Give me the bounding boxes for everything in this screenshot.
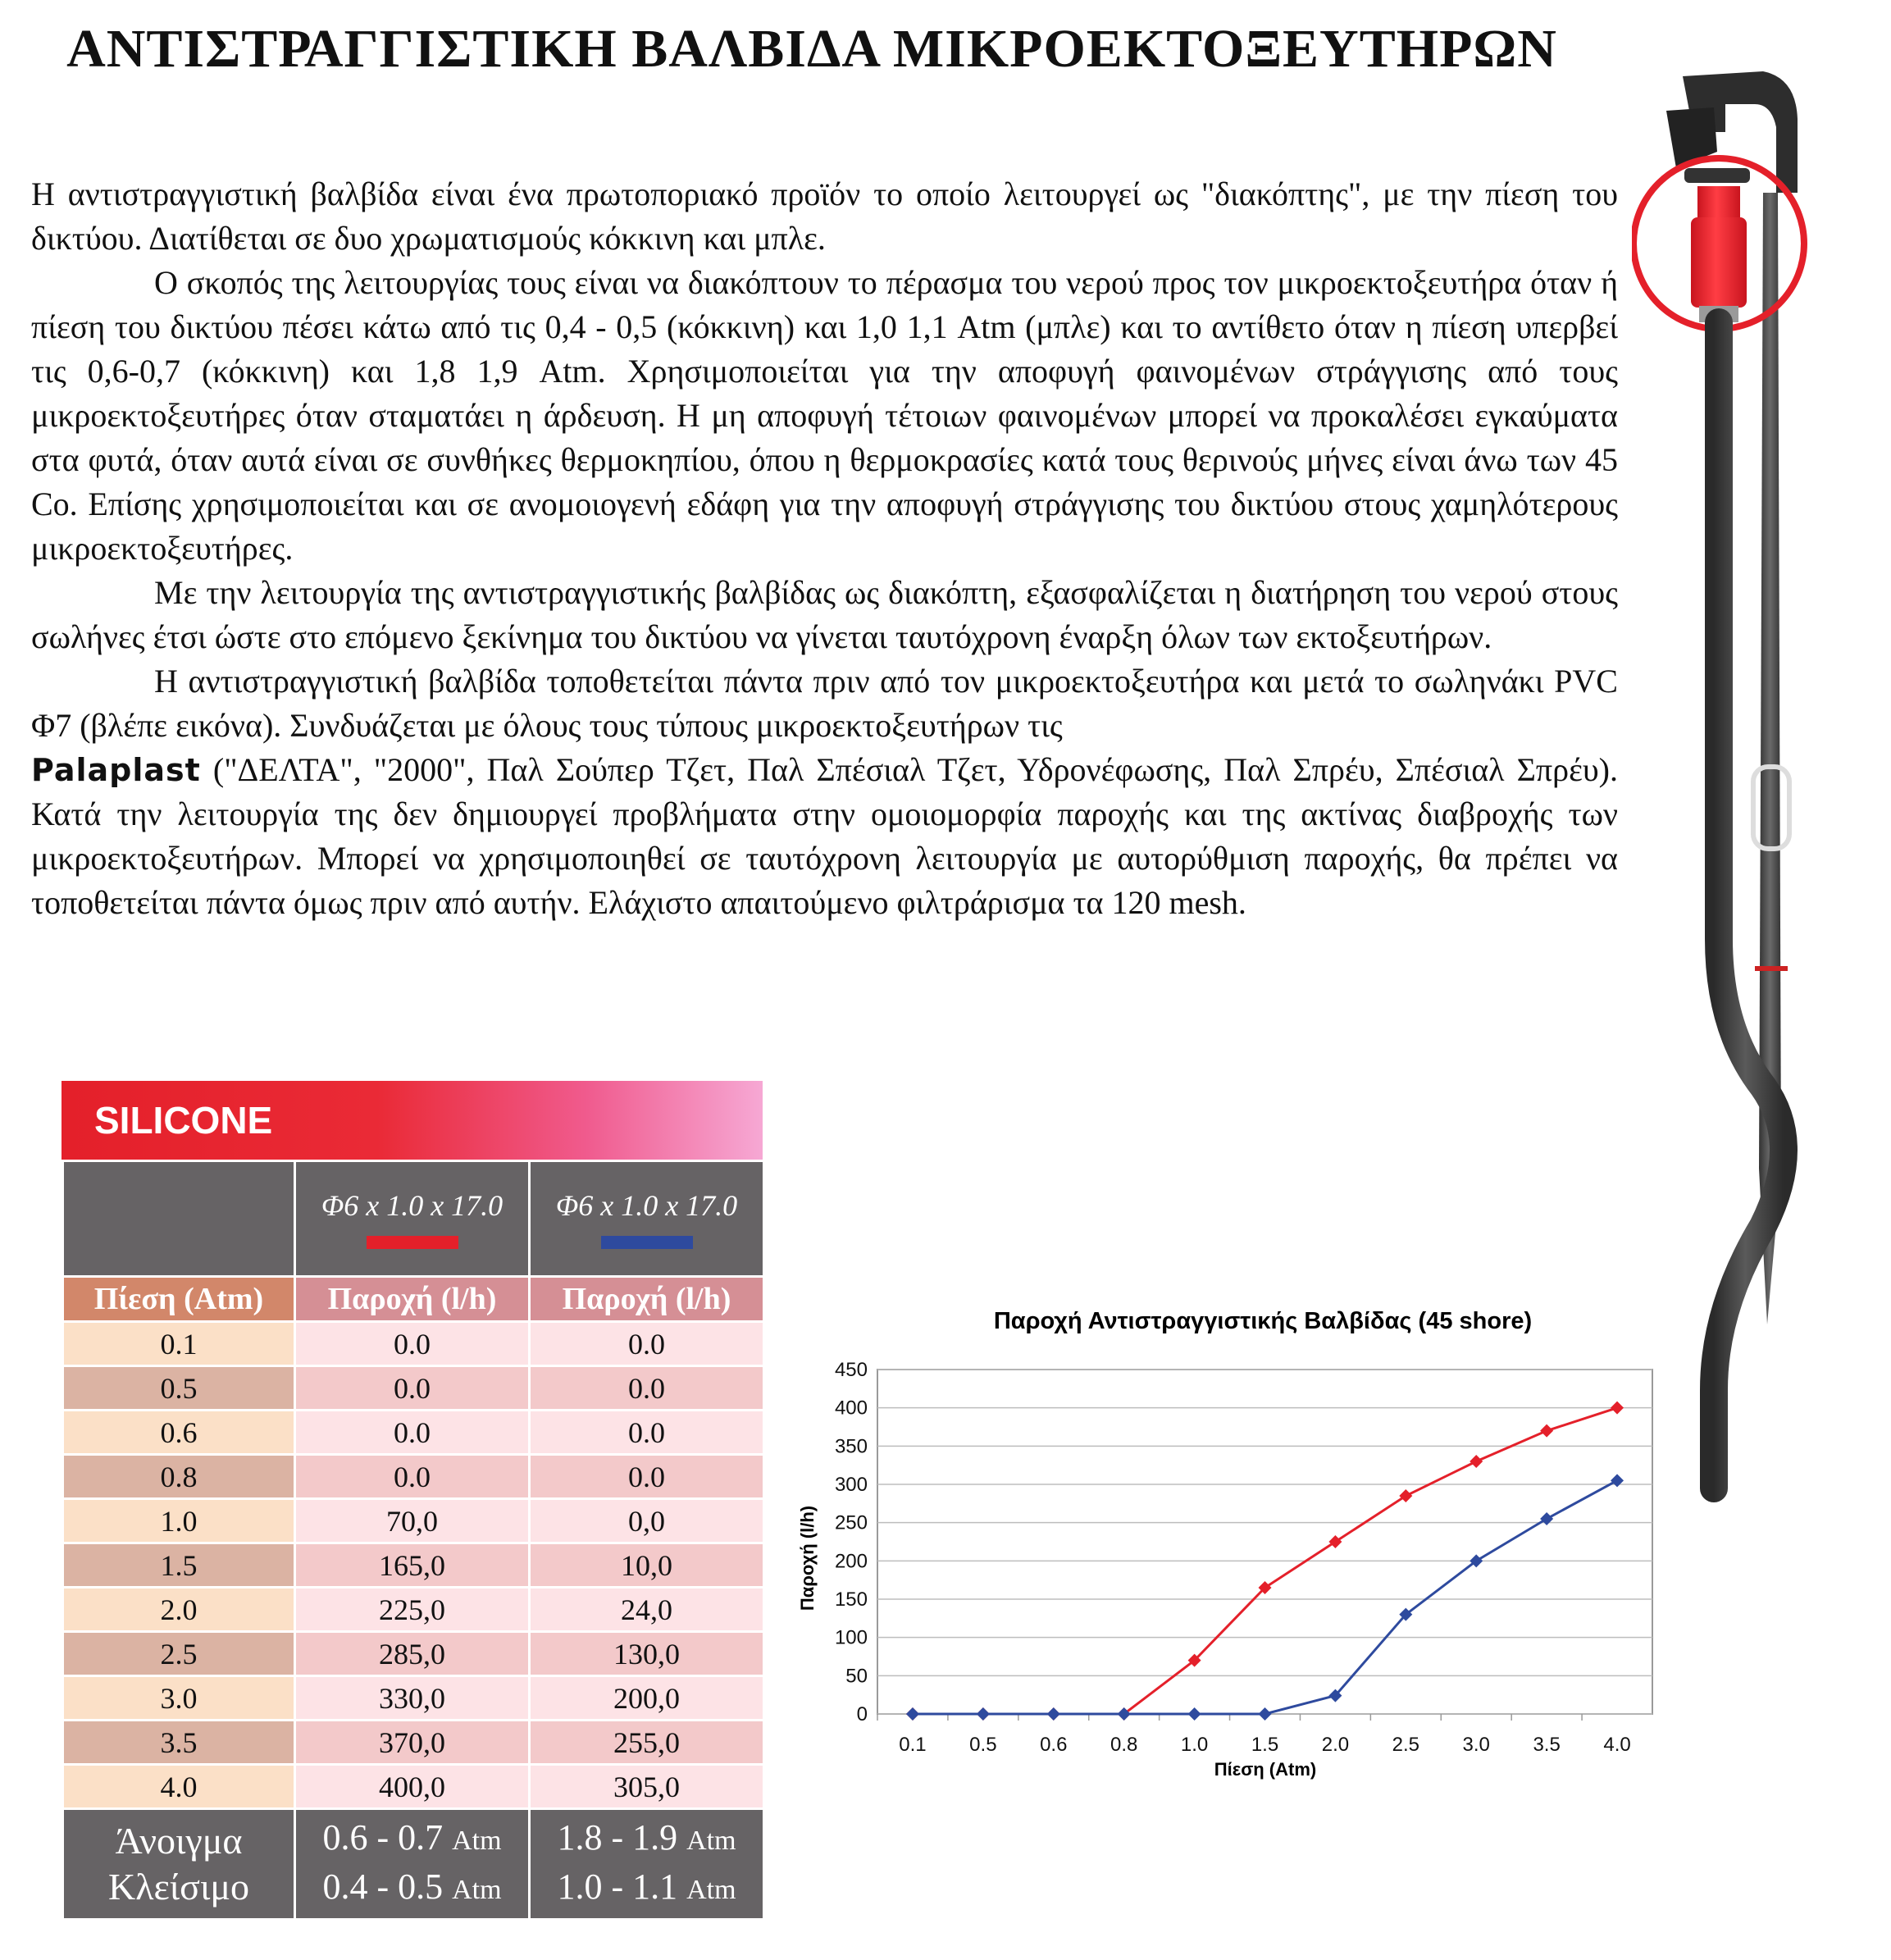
y-tick-label: 150 [834, 1589, 868, 1611]
valve-top [1697, 186, 1740, 219]
y-tick-label: 250 [834, 1511, 868, 1534]
blue-close-value: 1.0 - 1.1 Atm [557, 1867, 736, 1907]
data-point [1611, 1474, 1624, 1487]
flow-red-cell: 225,0 [295, 1588, 530, 1632]
pressure-cell: 0.1 [63, 1322, 295, 1366]
close-label: Κλείσιμο [107, 1866, 250, 1908]
x-tick-label: 3.0 [1462, 1734, 1490, 1756]
data-point [1540, 1424, 1553, 1438]
installation-text-start: Η αντιστραγγιστική βαλβίδα τοποθετείται πάντα πριν από τον μικροεκτοξευτήρα και μετά το σωληνάκι PVC Φ7 (βλέπε εικόνα). Συνδυάζεται με όλους τους τύπους μικροεκτοξευτήρων τις [31, 663, 1618, 744]
y-tick-label: 0 [856, 1703, 868, 1725]
col-pressure-header: Πίεση (Atm) [63, 1277, 295, 1322]
series-1 [906, 1474, 1624, 1721]
y-tick-label: 50 [845, 1665, 868, 1688]
data-point [1047, 1707, 1060, 1721]
spec-red-label: Φ6 x 1.0 x 17.0 [321, 1189, 504, 1222]
spec-row [63, 1161, 764, 1277]
data-point [977, 1707, 990, 1721]
flow-blue-cell: 200,0 [530, 1676, 764, 1721]
flow-blue-cell: 24,0 [530, 1588, 764, 1632]
x-tick-label: 0.8 [1110, 1734, 1138, 1756]
page-title: ΑΝΤΙΣΤΡΑΓΓΙΣΤΙΚΗ ΒΑΛΒΙΔΑ ΜΙΚΡΟΕΚΤΟΞΕΥΤΗΡΩΝ [66, 19, 1557, 79]
flow-red-cell: 70,0 [295, 1499, 530, 1543]
sprinkler-base [1684, 168, 1750, 183]
y-tick-label: 200 [834, 1550, 868, 1573]
flow-red-cell: 370,0 [295, 1721, 530, 1765]
valve-body-icon [1691, 217, 1747, 308]
chart-x-label: Πίεση (Atm) [1214, 1759, 1317, 1780]
red-close-value: 0.4 - 0.5 Atm [322, 1867, 502, 1907]
data-point [1540, 1512, 1553, 1525]
table-row [63, 1543, 764, 1588]
paragraph-purpose: Ο σκοπός της λειτουργίας τους είναι να διακόπτουν το πέρασμα του νερού προς τον μικροεκτοξευτήρα όταν ή πίεση του δικτύου πέσει κάτω από τις 0,4 - 0,5 (κόκκινη) και 1,0 1,1 Atm (μπλε) και το αντίθετο όταν η πίεση υπερβεί τις 0,6-0,7 (κόκκινη) και 1,8 1,9 Atm. Χρησιμοποιείται για την αποφυγή φαινομένων στράγγισης από τους μικροεκτοξευτήρες όταν σταματάει η άρδευση. Η μη αποφυγή τέτοιων φαινομένων μπορεί να προκαλέσει εγκαύματα στα φυτά, όταν αυτά είναι σε συνθήκες θερμοκηπίου, όπου η θερμοκρασίες κατά τους θερινούς μήνες είναι άνω των 45 Co. Επίσης χρησιμοποιείται και σε ανομοιογενή εδάφη για την αποφυγή στράγγισης του δικτύου στους χαμηλότερους μικροεκτοξευτήρες. [31, 264, 1618, 567]
flow-table [62, 1081, 763, 1921]
flow-red-cell: 165,0 [295, 1543, 530, 1588]
series-line [913, 1480, 1617, 1714]
flow-data-table [62, 1160, 765, 1921]
x-tick-label: 0.6 [1040, 1734, 1068, 1756]
x-tick-label: 4.0 [1603, 1734, 1631, 1756]
chart-y-ticks [835, 1359, 868, 1725]
pressure-cell: 4.0 [63, 1765, 295, 1809]
valve-illustration [1632, 45, 1878, 1505]
data-point [1328, 1535, 1342, 1548]
flow-red-cell: 330,0 [295, 1676, 530, 1721]
blue-swatch [601, 1236, 693, 1249]
flow-blue-cell: 0,0 [530, 1499, 764, 1543]
red-open-value: 0.6 - 0.7 Atm [322, 1817, 502, 1857]
flow-blue-cell: 255,0 [530, 1721, 764, 1765]
x-tick-label: 1.0 [1180, 1734, 1209, 1756]
pressure-cell: 3.5 [63, 1721, 295, 1765]
pressure-cell: 0.5 [63, 1366, 295, 1411]
spec-empty-cell [63, 1161, 295, 1277]
y-tick-label: 100 [834, 1626, 868, 1649]
table-row [63, 1765, 764, 1809]
col-flow-blue-header: Παροχή (l/h) [530, 1277, 764, 1322]
y-tick-label: 300 [834, 1474, 868, 1496]
x-tick-label: 0.1 [899, 1734, 927, 1756]
brand-name: Palaplast [31, 752, 201, 788]
red-open-close-cell [295, 1809, 530, 1920]
table-row [63, 1455, 764, 1499]
pressure-cell: 3.0 [63, 1676, 295, 1721]
pressure-cell: 0.6 [63, 1411, 295, 1455]
flow-blue-cell: 0.0 [530, 1366, 764, 1411]
chart-y-label: Παροχή (l/h) [797, 1505, 818, 1611]
open-close-label-cell [63, 1809, 295, 1920]
flow-red-cell: 400,0 [295, 1765, 530, 1809]
flow-red-cell: 0.0 [295, 1455, 530, 1499]
chart-title: Παροχή Αντιστραγγιστικής Βαλβίδας (45 shore) [993, 1308, 1533, 1334]
data-point [1470, 1455, 1483, 1468]
data-point [1399, 1489, 1412, 1502]
flow-blue-cell: 305,0 [530, 1765, 764, 1809]
table-row [63, 1499, 764, 1543]
table-row [63, 1632, 764, 1676]
table-row [63, 1322, 764, 1366]
y-tick-label: 450 [834, 1359, 868, 1381]
x-tick-label: 3.5 [1533, 1734, 1561, 1756]
plot-area-frame [877, 1370, 1652, 1714]
table-row [63, 1411, 764, 1455]
spec-blue-cell [530, 1161, 764, 1277]
chart-x-ticks [899, 1734, 1630, 1756]
data-point [1259, 1707, 1272, 1721]
paragraph-installation [31, 659, 1618, 925]
blue-open-close-cell [530, 1809, 764, 1920]
table-row [63, 1676, 764, 1721]
flow-red-cell: 0.0 [295, 1366, 530, 1411]
flow-blue-cell: 10,0 [530, 1543, 764, 1588]
x-tick-label: 1.5 [1251, 1734, 1279, 1756]
table-row [63, 1721, 764, 1765]
x-tick-label: 0.5 [969, 1734, 997, 1756]
spec-red-cell [295, 1161, 530, 1277]
column-header-row [63, 1277, 764, 1322]
installation-text-end: ("ΔΕΛΤΑ", "2000", Παλ Σούπερ Τζετ, Παλ Σπέσιαλ Τζετ, Υδρονέφωσης, Παλ Σπρέυ, Σπέσιαλ Σπρέυ). Κατά την λειτουργία της δεν δημιουργεί προβλήματα στην ομοιομορφία παροχής και της ακτίνας διαβροχής των μικροεκτοξευτήρων. Μπορεί να χρησιμοποιηθεί σε ταυτόχρονη λειτουργία με αυτορύθμιση παροχής, θα πρέπει να τοποθετείται πάντα όμως πριν από αυτήν. Ελάχιστο απαιτούμενο φιλτράρισμα τα 120 mesh. [31, 751, 1619, 921]
pressure-cell: 1.0 [63, 1499, 295, 1543]
paragraph-intro: Η αντιστραγγιστική βαλβίδα είναι ένα πρωτοποριακό προϊόν το οποίο λειτουργεί ως "διακόπτης", με την πίεση του δικτύου. Διατίθεται σε δυο χρωματισμούς κόκκινη και μπλε. [31, 175, 1618, 257]
y-tick-label: 400 [834, 1397, 868, 1420]
flow-blue-cell: 0.0 [530, 1455, 764, 1499]
red-swatch [367, 1236, 458, 1249]
flow-red-cell: 285,0 [295, 1632, 530, 1676]
data-point [906, 1707, 919, 1721]
data-point [1611, 1402, 1624, 1415]
flow-blue-cell: 0.0 [530, 1411, 764, 1455]
open-close-row [63, 1809, 764, 1920]
flow-blue-cell: 130,0 [530, 1632, 764, 1676]
table-row [63, 1366, 764, 1411]
pressure-cell: 0.8 [63, 1455, 295, 1499]
x-tick-label: 2.5 [1392, 1734, 1420, 1756]
stake-mark [1755, 966, 1788, 971]
description-text [31, 172, 1618, 925]
pressure-cell: 1.5 [63, 1543, 295, 1588]
data-point [1188, 1707, 1201, 1721]
table-row [63, 1588, 764, 1632]
y-tick-label: 350 [834, 1435, 868, 1458]
x-tick-label: 2.0 [1321, 1734, 1350, 1756]
table-header-silicone: SILICONE [62, 1081, 763, 1160]
flow-red-cell: 0.0 [295, 1411, 530, 1455]
paragraph-operation: Με την λειτουργία της αντιστραγγιστικής βαλβίδας ως διακόπτη, εξασφαλίζεται η διατήρηση του νερού στους σωλήνες έτσι ώστε στο επόμενο ξεκίνημα του δικτύου να γίνεται ταυτόχρονη έναρξη όλων των εκτοξευτήρων. [31, 574, 1618, 655]
chart-gridlines [877, 1370, 1652, 1721]
spec-blue-label: Φ6 x 1.0 x 17.0 [555, 1189, 738, 1222]
flow-blue-cell: 0.0 [530, 1322, 764, 1366]
pressure-cell: 2.5 [63, 1632, 295, 1676]
pressure-cell: 2.0 [63, 1588, 295, 1632]
open-label: Άνοιγμα [115, 1820, 243, 1862]
col-flow-red-header: Παροχή (l/h) [295, 1277, 530, 1322]
blue-open-value: 1.8 - 1.9 Atm [557, 1817, 736, 1857]
flow-red-cell: 0.0 [295, 1322, 530, 1366]
flow-chart [787, 1288, 1673, 1796]
